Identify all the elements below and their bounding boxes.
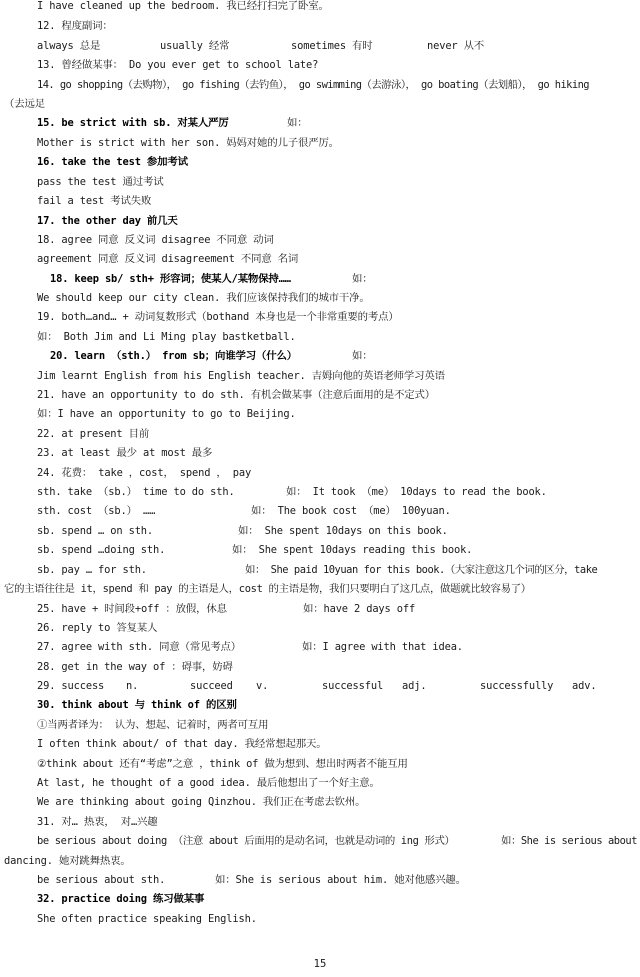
text-line: 如：She is serious about [501,835,637,847]
text-line: 31. 对… 热衷， 对…兴趣 [37,816,158,828]
text-line: 如： She spent 10days reading this book. [232,544,473,556]
text-line: Jim learnt English from his English teacher. 吉姆向他的英语老师学习英语 [37,370,445,382]
text-line: 如： [352,273,373,285]
text-line: pass the test 通过考试 [37,176,164,188]
text-line: sometimes 有时 [291,40,373,52]
text-line: 20. learn （sth.） from sb；向谁学习（什么） [50,350,297,362]
text-line: 它的主语往往是 it，spend 和 pay 的主语是人，cost 的主语是物，我们只要明白了这几点，做题就比较容易了） [4,583,531,595]
text-line: 如： She spent 10days on this book. [238,525,448,537]
text-line: 16. take the test 参加考试 [37,156,188,168]
text-line: adv. [572,680,597,692]
text-line: 如： Both Jim and Li Ming play bastketball. [37,331,296,343]
text-line: 17. the other day 前几天 [37,215,178,227]
text-line: 如：I have an opportunity to go to Beijing. [37,408,296,420]
text-line: agreement 同意 反义词 disagreement 不同意 名词 [37,253,299,265]
text-line: 26. reply to 答复某人 [37,622,158,634]
text-line: 如： It took （me） 10days to read the book. [286,486,547,498]
text-line: 28. get in the way of ：碍事，妨碍 [37,661,233,673]
text-line: I have cleaned up the bedroom. 我已经打扫完了卧室。 [37,0,329,12]
text-line: fail a test 考试失败 [37,195,152,207]
text-line: v. [256,680,269,692]
text-line: We are thinking about going Qinzhou. 我们正在考虑去钦州。 [37,796,366,808]
text-line: be serious about sth. [37,874,166,886]
text-line: （去远足 [4,98,45,110]
text-line: be serious about doing （注意 about 后面用的是动名词，也就是动词的 ing 形式） [37,835,455,847]
text-line: 29. success [37,680,105,692]
text-line: ②think about 还有“考虑”之意 ，think of 做为想到、想出时两者不能互用 [37,758,408,770]
text-line: 27. agree with sth. 同意（常见考点） [37,641,242,653]
text-line: 22. at present 目前 [37,428,150,440]
text-line: At last, he thought of a good idea. 最后他想出了一个好主意。 [37,777,380,789]
text-line: n. [126,680,139,692]
text-line: 如： [352,350,373,362]
text-line: ①当两者译为： 认为、想起、记着时，两者可互用 [37,719,269,731]
text-line: 如： The book cost （me） 100yuan. [251,505,451,517]
text-line: 23. at least 最少 at most 最多 [37,447,213,459]
text-line: 14. go shopping（去购物）， go fishing（去钓鱼）， go swimming（去游泳）， go boating（去划船）， go hiking [37,79,590,91]
text-line: 32. practice doing 练习做某事 [37,893,205,905]
text-line: usually 经常 [160,40,230,52]
text-line: sth. take （sb.） time to do sth. [37,486,235,498]
text-line: 19. both…and… + 动词复数形式（bothand 本身也是一个非常重要的考点） [37,311,399,323]
text-line: successful [322,680,384,692]
text-line: sb. pay … for sth. [37,564,147,576]
text-line: 24. 花费： take ，cost， spend ， pay [37,467,252,479]
text-line: Mother is strict with her son. 妈妈对她的儿子很严厉。 [37,137,339,149]
text-line: 如：She is serious about him. 她对他感兴趣。 [215,874,466,886]
text-line: dancing. 她对跳舞热衷。 [4,855,131,867]
text-line: 如：I agree with that idea. [302,641,463,653]
text-line: 30. think about 与 think of 的区别 [37,699,237,711]
text-line: 12. 程度副词： [37,20,113,32]
text-line: successfully [480,680,554,692]
text-line: 如： She paid 10yuan for this book.（大家注意这几个词的区分，take [245,564,598,576]
text-line: I often think about/ of that day. 我经常想起那天。 [37,738,327,750]
text-line: 13. 曾经做某事： Do you ever get to school late? [37,59,319,71]
text-line: sb. spend …doing sth. [37,544,166,556]
text-line: adj. [402,680,427,692]
page-number: 15 [313,958,327,970]
text-line: 21. have an opportunity to do sth. 有机会做某事（注意后面用的是不定式） [37,389,436,401]
text-line: 25. have + 时间段+off ：放假，休息 [37,603,227,615]
text-line: succeed [190,680,233,692]
text-line: 如： [287,117,308,129]
text-line: 18. agree 同意 反义词 disagree 不同意 动词 [37,234,274,246]
text-line: She often practice speaking English. [37,913,257,925]
text-line: 18. keep sb/ sth+ 形容词；使某人/某物保持…… [50,273,291,285]
text-line: sb. spend … on sth. [37,525,154,537]
text-line: 15. be strict with sb. 对某人严厉 [37,117,229,129]
text-line: 如：have 2 days off [303,603,416,615]
text-line: We should keep our city clean. 我们应该保持我们的城市干净。 [37,292,370,304]
text-line: always 总是 [37,40,101,52]
text-line: sth. cost （sb.） …… [37,505,156,517]
text-line: never 从不 [427,40,485,52]
